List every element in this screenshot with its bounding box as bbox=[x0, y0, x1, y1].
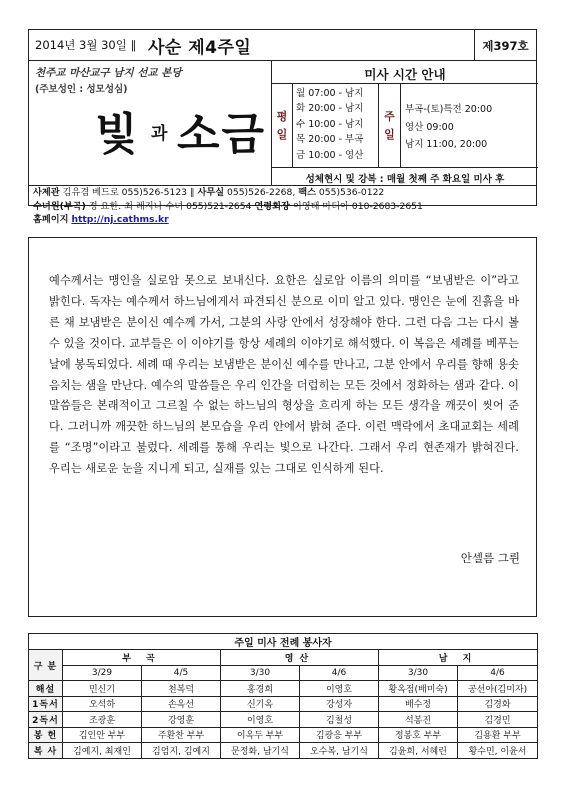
weekday-label-char: 평 bbox=[276, 110, 288, 123]
servers-table bbox=[28, 633, 538, 759]
article-body: 예수께서는 맹인을 실로암 못으로 보내신다. 요한은 실로암 이름의 의미를 “보냄받은 이”라고 밝힌다. 독자는 예수께서 하느님에게서 파견되신 분으로 이미 알고 있다. 맹인은 눈에 진흙을 바른 채 보냄받은 분이신 예수께 가서, 그분의 사랑 안에서 성장해야 한다. 그런 다음 그는 다시 볼 수 있을 것이다. 교부들은 이 이야기를 항상 세례의 이야기로 해석했다. 이 복음은 세례를 베푸는 날에 봉독되었다. 세례 때 우리는 보냄받은 분이신 예수를 만나고, 그분 안에서 우리를 향해 용솟음치는 샘을 만난다. 예수의 말씀들은 우리 인간을 더럽히는 모든 것에서 정화하는 샘과 같다. 이 말씀들은 본래적이고 그르칠 수 없는 하느님의 형상을 흐리게 하는 모든 생각을 깨끗이 씻어 준다. 그러니까 깨끗한 하느님의 본모습을 우리 안에서 밝혀 준다. 이런 맥락에서 초대교회는 세례를 “조명”이라고 불렀다. 세례를 통해 우리는 빛으로 나간다. 그래서 우리 현존재가 밝혀진다. 우리는 새로운 눈을 지니게 되고, 실재를 있는 그대로 인식하게 된다. bbox=[49, 274, 519, 476]
date-cell: 4/5 bbox=[142, 665, 221, 681]
contact-line-homepage bbox=[33, 213, 423, 227]
table-cell: 이영호 bbox=[221, 712, 300, 728]
weekday-mass-item: 월 07:00 - 남지 bbox=[296, 88, 364, 99]
table-row bbox=[29, 696, 538, 712]
fax-value: 055)536-0122 bbox=[318, 187, 385, 198]
table-cell: 황수민, 이윤서 bbox=[458, 743, 538, 759]
sunday-mass-item: 부곡-(토)특전 20:00 bbox=[405, 104, 493, 115]
table-cell: 황옥점(배미숙) bbox=[379, 681, 458, 697]
table-corner: 구 분 bbox=[29, 650, 63, 681]
bulletin-date: 2014년 3월 30일 ∥ bbox=[35, 38, 137, 52]
table-cell: 김경화 bbox=[458, 696, 538, 712]
row-label: 복 사 bbox=[29, 743, 63, 759]
fax-label: 팩스 bbox=[298, 187, 316, 198]
weekday-label bbox=[272, 84, 293, 167]
table-cell: 신기옥 bbox=[221, 696, 300, 712]
weekday-mass-item: 화 20:00 - 남지 bbox=[296, 103, 364, 115]
table-cell: 손옥선 bbox=[142, 696, 221, 712]
table-cell: 석봉진 bbox=[379, 712, 458, 728]
row-label: 1독서 bbox=[29, 696, 63, 712]
weekday-label-char: 일 bbox=[276, 128, 288, 141]
parish-area bbox=[29, 61, 272, 185]
sunday-mass-list bbox=[405, 101, 492, 154]
table-cell: 오석하 bbox=[63, 696, 142, 712]
homepage-label: 홈페이지 bbox=[33, 214, 69, 225]
table-cell: 오수복, 남기식 bbox=[300, 743, 379, 759]
table-row bbox=[29, 712, 538, 728]
table-cell: 이옥두 부부 bbox=[221, 727, 300, 743]
office-value: 055)526-2268, bbox=[227, 187, 296, 198]
row-label: 해설 bbox=[29, 681, 63, 697]
sunday-label-char: 주 bbox=[384, 110, 395, 123]
convent-value: 정 요한. 최 레지나 수녀 055)521-2654 bbox=[88, 200, 252, 212]
reflection-article bbox=[28, 237, 537, 617]
mass-schedule bbox=[272, 61, 538, 185]
table-cell: 홍경희 bbox=[221, 681, 300, 697]
table-cell: 강영훈 bbox=[142, 712, 221, 728]
table-cell: 김용환 부부 bbox=[458, 727, 538, 743]
table-cell: 김광응 부부 bbox=[300, 727, 379, 743]
table-cell: 조광훈 bbox=[63, 712, 142, 728]
table-cell: 김예지, 최재인 bbox=[63, 743, 142, 759]
mass-schedule-title: 미사 시간 안내 bbox=[272, 61, 538, 84]
table-cell: 강성자 bbox=[300, 696, 379, 712]
table-row bbox=[29, 727, 538, 743]
table-cell: 김경민 bbox=[458, 712, 538, 728]
logo-light-text: 빛 bbox=[95, 109, 140, 160]
sunday-label-char: 일 bbox=[384, 128, 395, 141]
article-author: 안셀름 그륀 bbox=[460, 551, 520, 565]
title-row bbox=[29, 30, 536, 61]
issue-number: 제397호 bbox=[474, 30, 536, 61]
table-cell: 이영호 bbox=[300, 681, 379, 697]
date-row bbox=[29, 665, 538, 681]
table-cell: 공선아(김미자) bbox=[458, 681, 538, 697]
date-cell: 3/30 bbox=[379, 665, 458, 681]
table-cell: 천복덕 bbox=[142, 681, 221, 697]
weekday-mass-list bbox=[296, 86, 363, 163]
table-cell: 김철성 bbox=[300, 712, 379, 728]
group-header: 부 곡 bbox=[63, 650, 221, 666]
table-cell: 정봉호 부부 bbox=[379, 727, 458, 743]
adoration-notice: 성체현시 및 강복 : 매월 첫째 주 화요일 미사 후 bbox=[272, 167, 538, 185]
contact-line-rectory bbox=[33, 186, 423, 200]
bulletin-header bbox=[28, 29, 537, 206]
date-cell: 4/6 bbox=[300, 665, 379, 681]
table-row bbox=[29, 681, 538, 697]
parish-name: 천주교 마산교구 남지 선교 본당 bbox=[35, 67, 182, 79]
sunday-label bbox=[379, 84, 401, 167]
funeral-society-label: 연령회장 bbox=[254, 200, 290, 212]
group-header: 남 지 bbox=[379, 650, 538, 666]
convent-label: 수녀원(부곡) bbox=[33, 200, 86, 212]
table-cell: 김윤희, 서혜린 bbox=[379, 743, 458, 759]
homepage-link[interactable]: http://nj.cathms.kr bbox=[71, 214, 169, 225]
table-cell: 문정화, 남기식 bbox=[221, 743, 300, 759]
patron-saint: (주보성인 : 성모성심) bbox=[35, 84, 128, 95]
table-caption: 주일 미사 전례 봉사자 bbox=[29, 634, 538, 650]
table-cell: 김인안 부부 bbox=[63, 727, 142, 743]
date-cell: 4/6 bbox=[458, 665, 538, 681]
weekday-mass-item: 수 10:00 - 남지 bbox=[296, 118, 364, 130]
sunday-mass-item: 영산 09:00 bbox=[405, 121, 454, 133]
contact-info bbox=[33, 186, 423, 227]
office-label: 사무실 bbox=[197, 187, 225, 198]
table-cell: 민신기 bbox=[63, 681, 142, 697]
funeral-society-value: 이영태 마티아 010-2683-2651 bbox=[292, 200, 423, 212]
table-cell: 주환찬 부부 bbox=[142, 727, 221, 743]
row-label: 2독서 bbox=[29, 712, 63, 728]
weekday-mass-item: 금 10:00 - 영산 bbox=[296, 149, 364, 161]
rectory-label: 사제관 bbox=[33, 187, 60, 198]
contact-line-convent bbox=[33, 200, 423, 214]
logo-salt-text: 소금 bbox=[177, 109, 267, 160]
bulletin-title: 사순 제4주일 bbox=[148, 38, 252, 58]
rectory-value: 김유겸 베드로 055)526-5123 ∥ bbox=[62, 187, 195, 198]
liturgy-servers-table bbox=[28, 633, 537, 759]
group-header: 영산 bbox=[221, 650, 379, 666]
table-cell: 김엄지, 김예지 bbox=[142, 743, 221, 759]
logo-and-text: 과 bbox=[151, 124, 168, 144]
row-label: 봉 헌 bbox=[29, 727, 63, 743]
weekday-mass-item: 목 20:00 - 부곡 bbox=[296, 134, 364, 146]
date-cell: 3/29 bbox=[63, 665, 142, 681]
table-cell: 배수정 bbox=[379, 696, 458, 712]
table-row bbox=[29, 743, 538, 759]
date-cell: 3/30 bbox=[221, 665, 300, 681]
sunday-mass-item: 남지 11:00, 20:00 bbox=[405, 139, 488, 150]
